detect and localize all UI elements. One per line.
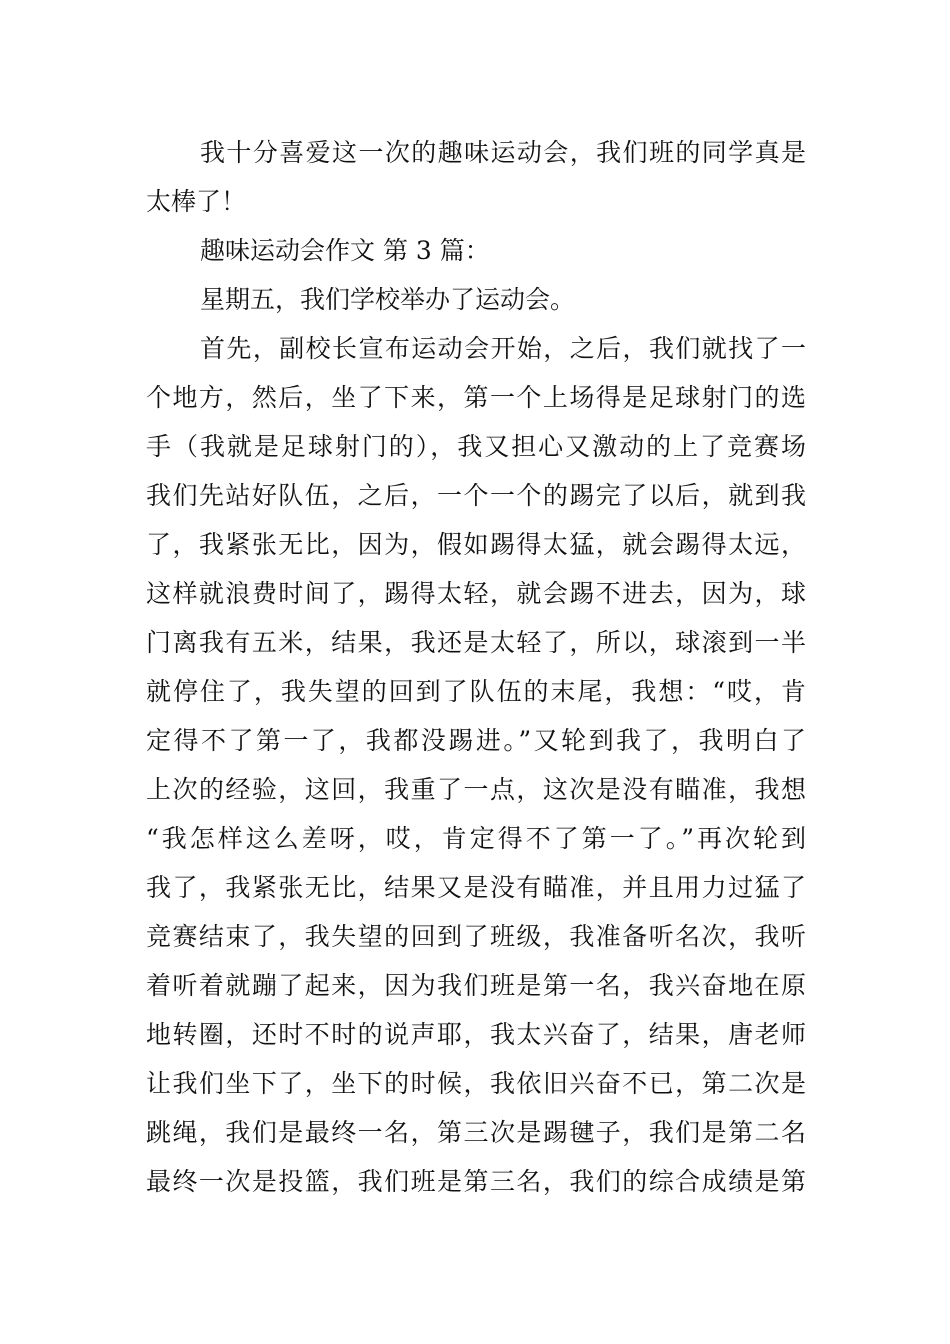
text-line: 跳绳，我们是最终一名，第三次是踢毽子，我们是第二名: [146, 1118, 806, 1147]
text-line: 竞赛结束了，我失望的回到了班级，我准备听名次，我听: [146, 922, 806, 951]
text-line: 就停住了，我失望的回到了队伍的末尾，我想：“哎，肯: [146, 677, 806, 706]
text-line: 手（我就是足球射门的），我又担心又激动的上了竞赛场: [146, 432, 806, 461]
text-line: 定得不了第一了，我都没踢进。”又轮到我了，我明白了: [146, 726, 806, 755]
text-line: 让我们坐下了，坐下的时候，我依旧兴奋不已，第二次是: [146, 1069, 806, 1098]
text-line: 我们先站好队伍，之后，一个一个的踢完了以后，就到我: [146, 481, 806, 510]
text-line: 最终一次是投篮，我们班是第三名，我们的综合成绩是第: [146, 1167, 806, 1196]
essay-text: [146, 128, 806, 1206]
text-line: 我十分喜爱这一次的趣味运动会，我们班的同学真是: [200, 138, 806, 167]
text-line: 这样就浪费时间了，踢得太轻，就会踢不进去，因为，球: [146, 579, 806, 608]
text-line: 着听着就蹦了起来，因为我们班是第一名，我兴奋地在原: [146, 971, 806, 1000]
text-line: 个地方，然后，坐了下来，第一个上场得是足球射门的选: [146, 383, 806, 412]
text-line: 星期五，我们学校举办了运动会。: [200, 285, 576, 314]
text-line: “我怎样这么差呀，哎，肯定得不了第一了。”再次轮到: [146, 824, 806, 853]
text-line: 太棒了！: [146, 187, 247, 216]
text-line: 门离我有五米，结果，我还是太轻了，所以，球滚到一半: [146, 628, 806, 657]
text-line: 我了，我紧张无比，结果又是没有瞄准，并且用力过猛了: [146, 873, 806, 902]
section-heading: 趣味运动会作文 第 3 篇：: [200, 236, 490, 265]
text-line: 了，我紧张无比，因为，假如踢得太猛，就会踢得太远，: [146, 530, 806, 559]
text-line: 地转圈，还时不时的说声耶，我太兴奋了，结果，唐老师: [146, 1020, 806, 1049]
text-line: 上次的经验，这回，我重了一点，这次是没有瞄准，我想: [146, 775, 806, 804]
text-line: 首先，副校长宣布运动会开始，之后，我们就找了一: [200, 334, 806, 363]
